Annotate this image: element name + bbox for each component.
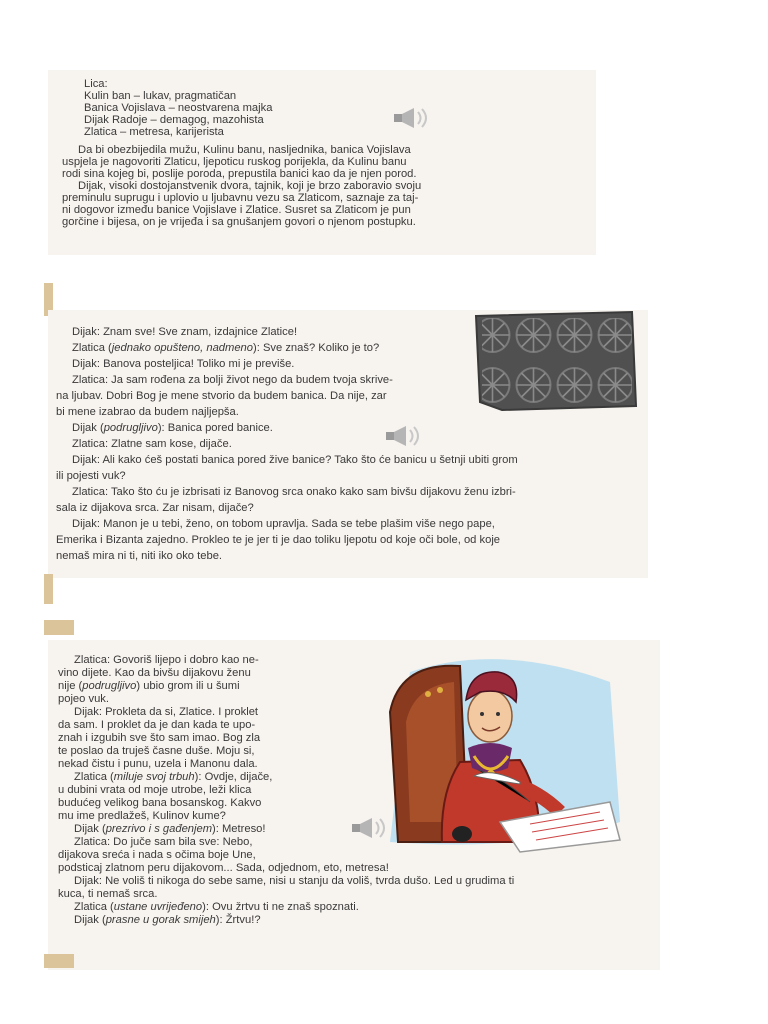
dialogue-line: Zlatica (jednako opušteno, nadmeno): Sve znaš? Koliko je to?: [72, 342, 380, 354]
summary-line: rodi sina kojeg bi, poslije poroda, prepustila banici kao da je njen porod.: [62, 168, 417, 180]
section-marker: [44, 574, 53, 604]
dialogue-line: Zlatica: Do juče sam bila sve: Nebo,: [74, 836, 253, 848]
summary-line: gorčine i bijesa, on je vrijeđa i sa gnušanjem govori o njenom postupku.: [62, 216, 416, 228]
dialogue-line: u dubini vrata od moje utrobe, leži klica: [58, 784, 252, 796]
dialogue-line: te poslao da truješ časne duše. Moju si,: [58, 745, 255, 757]
intro-block: [48, 70, 596, 255]
speaker-icon[interactable]: [384, 424, 428, 448]
summary-line: preminulu suprugu i uplovio u ljubavnu vezu sa Zlaticom, saznaje za taj-: [62, 192, 419, 204]
dialogue-line: dijakova sreća i nada s očima boje Une,: [58, 849, 256, 861]
dialogue-line: Zlatica: Tako što ću je izbrisati iz Banovog srca onako kako sam bivšu dijakovu ženu izbri-: [72, 486, 516, 498]
dialogue-line: Dijak: Manon je u tebi, ženo, on tobom upravlja. Sada se tebe plašim više nego pape,: [72, 518, 495, 530]
dialogue-line: ili pojesti vuk?: [56, 470, 126, 482]
cast-item: Dijak Radoje – demagog, mazohista: [84, 114, 264, 126]
dialogue-line: budućeg velikog bana bosanskog. Kakvo: [58, 797, 262, 809]
dialogue-line: Zlatica (miluje svoj trbuh): Ovdje, dijače,: [74, 771, 273, 783]
dialogue-line: Zlatica (ustane uvrijeđeno): Ovu žrtvu ti ne znaš spoznati.: [74, 901, 359, 913]
summary-line: Da bi obezbijedila mužu, Kulinu banu, nasljednika, banica Vojislava: [78, 144, 411, 156]
dialogue-line: Dijak: Prokleta da si, Zlatice. I proklet: [74, 706, 259, 718]
dialogue-line: Zlatica: Zlatne sam kose, dijače.: [72, 438, 232, 450]
dialogue-line: Zlatica: Govoriš lijepo i dobro kao ne-: [74, 654, 259, 666]
cast-title: Lica:: [84, 78, 108, 90]
dialogue-line: sala iz dijakova srca. Zar nisam, dijače?: [56, 502, 254, 514]
speaker-icon[interactable]: [392, 106, 436, 130]
dialogue-line: Dijak: Znam sve! Sve znam, izdajnice Zlatice!: [72, 326, 298, 338]
dialogue-line: Dijak: Banova posteljica! Toliko mi je previše.: [72, 358, 295, 370]
dialogue-line: Dijak: Ne voliš ti nikoga do sebe same, nisi u stanju da voliš, tvrda dušo. Led u grudima ti: [74, 875, 515, 887]
dialogue-line: nije (podrugljivo) ubio grom ili u šumi: [58, 680, 240, 692]
dialogue-line: da sam. I proklet da je dan kada te upo-: [58, 719, 256, 731]
cast-item: Banica Vojislava – neostvarena majka: [84, 102, 273, 114]
dialogue-line: nemaš mira ni ti, niti iko oko tebe.: [56, 550, 223, 562]
summary-line: uspjela je nagovoriti Zlaticu, ljepoticu ruskog porijekla, da Kulinu banu: [62, 156, 407, 168]
dialogue-line: podsticaj zlatnom peru dijakovom... Sada, odjednom, eto, metresa!: [58, 862, 389, 874]
cast-item: Zlatica – metresa, karijerista: [84, 126, 224, 138]
dialogue-line: pojeo vuk.: [58, 693, 109, 705]
section-marker: [44, 954, 74, 968]
section-marker: [44, 620, 74, 635]
dialogue-line: Dijak: Ali kako ćeš postati banica pored žive banice? Tako što će banicu u šetnji ubiti grom: [72, 454, 518, 466]
dialogue-line: Zlatica: Ja sam rođena za bolji život nego da budem tvoja skrive-: [72, 374, 393, 386]
dialogue-line: Dijak (podrugljivo): Banica pored banice.: [72, 422, 273, 434]
dialogue-line: bi mene izabrao da budem najljepša.: [56, 406, 239, 418]
dialogue-line: Dijak (prezrivo i s gađenjem): Metreso!: [74, 823, 266, 835]
dialogue-line: na ljubav. Dobri Bog je mene stvorio da budem banica. Da nije, zar: [56, 390, 387, 402]
dialogue-line: Emerika i Bizanta zajedno. Prokleo te je jer ti je dao toliku ljepotu od koje oči bole, od koje: [56, 534, 501, 546]
dialogue-line: znah i izgubih sve što sam imao. Bog zla: [58, 732, 261, 744]
dialogue-line: nekad čistu i punu, uzela i Manonu dala.: [58, 758, 258, 770]
summary-line: ni dogovor između banice Vojislave i Zlatice. Susret sa Zlaticom je pun: [62, 204, 411, 216]
dialogue-line: Dijak (prasne u gorak smijeh): Žrtvu!?: [74, 914, 261, 926]
dialogue-line: kuca, ti nemaš srca.: [58, 888, 158, 900]
cast-item: Kulin ban – lukav, pragmatičan: [84, 90, 237, 102]
dialogue-line: vino dijete. Kao da bivšu dijakovu ženu: [58, 667, 251, 679]
summary-line: Dijak, visoki dostojanstvenik dvora, tajnik, koji je brzo zaboravio svoju: [78, 180, 422, 192]
stone-relief-image: [472, 310, 638, 414]
dialogue-line: mu ime predlažeš, Kulinov kume?: [58, 810, 226, 822]
scribe-illustration: [370, 652, 622, 864]
